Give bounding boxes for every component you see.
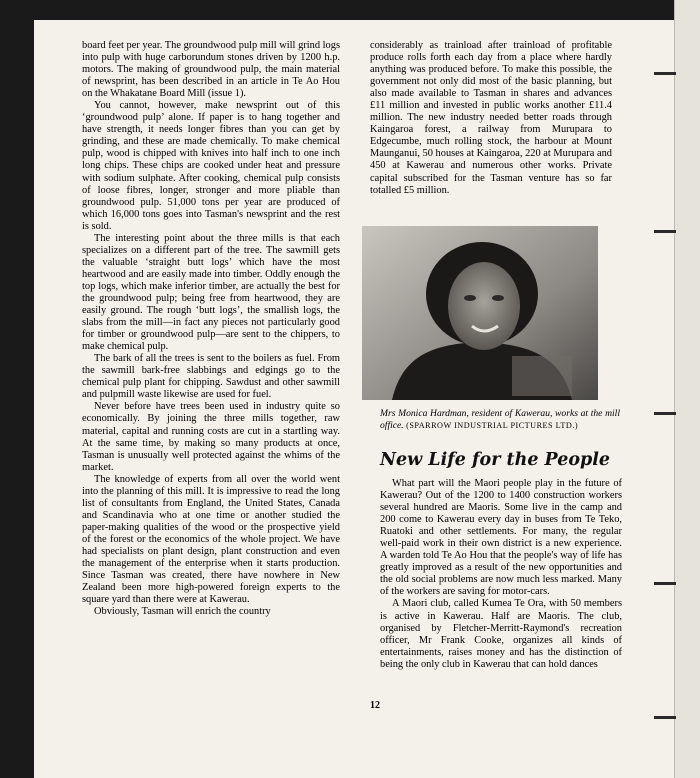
photo-credit: (SPARROW INDUSTRIAL PICTURES LTD.) — [406, 420, 579, 430]
left-column — [82, 40, 340, 618]
photo-caption — [380, 408, 620, 431]
paragraph: The interesting point about the three mills is that each specializes on a different part of the tree. The sawmill gets the valuable ‘straight butt logs’ which have the most heartwood and are easily made into timber. Oddly enough the top logs, which make inferior timber, are actually the best for the groundwood pulp; being free from heartwood, they are easily ground. The rough ‘butt logs’, the smallish logs, the slabs from the mill—in fact any pieces not particularly good for timber or groundwood pulp—are sent to the chippers, to make chemical pulp. — [82, 232, 340, 353]
right-column-bottom — [380, 478, 622, 671]
section-heading: New Life for the People — [380, 450, 611, 470]
paragraph: Obviously, Tasman will enrich the country — [94, 606, 271, 618]
binding-mark — [654, 582, 676, 585]
portrait-photo — [362, 226, 598, 400]
portrait-photo-image — [362, 226, 598, 400]
binding-mark — [654, 716, 676, 719]
page-number: 12 — [370, 700, 380, 711]
page-edge-strip — [674, 0, 700, 778]
paragraph: considerably as trainload after trainload of profitable produce rolls forth each day from a place where hardly anything was produced before. To make this possible, the government not only did most of the basic planning, but also made available to Tasman in shares and advances £11 million and invested in public works another £11.4 million. The new industry needed better roads through Kaingaroa forest, a railway from Murupara to Edgecumbe, much rolling stock, the harbour at Mount Maunganui, 50 houses at Kaingaroa, 220 at Murupara and 450 at Kawerau and numerous other works. Private capital subscribed for the Tasman venture has so far totalled £5 million. — [370, 40, 612, 196]
binding-mark — [654, 72, 676, 75]
paragraph: The knowledge of experts from all over the world went into the planning of this mill. It is impressive to read the long list of consultants from England, the United States, Canada and Scandinavia who at one time or another studied the paper-making qualities of the wood or the prospective yield of the forest or the economics of the whole project. We have had specialists on plant design, plant construction and even the management of the enterprise when it starts production. Since Tasman was created, there have nowhere in New Zealand been more high-powered foreign experts to the square yard than there were at Kawerau. — [82, 473, 340, 606]
binding-mark — [654, 230, 676, 233]
paragraph: What part will the Maori people play in the future of Kawerau? Out of the 1200 to 1400 construction workers several hundred are Maoris. Some live in the camp and 200 come to Kawerau every day in buses from Te Teko, Ruatoki and other settlements. For many, the regular well-paid work in their own district is a new experience. A warden told Te Ao Hou that the people's way of life has greatly improved as a result of the new opportunities and the old social problems are now much less marked. Many of the workers are saving for motor-cars. — [380, 478, 622, 598]
paragraph: You cannot, however, make newsprint out of this ‘groundwood pulp’ alone. If paper is to hang together and have strength, it needs longer fibres than you can get by grinding, and these are made chemically. To make chemical pulp, wood is chipped with knives into half inch to one inch long chips. These chips are cooked under heat and pressure with sodium sulphate. After cooking, chemical pulp consists of loose fibres, longer, stronger and more pliable than groundwood pulp. 51,000 tons per year are produced of which 16,000 tons goes into Tasman's newsprint and the rest is sold. — [82, 100, 340, 232]
paragraph: Never before have trees been used in industry quite so economically. By joining the three mills together, raw material, capital and running costs are cut in a startling way. At the same time, by making so many products at once, Tasman is unusually well protected against the whims of the market. — [82, 401, 340, 473]
caption-text: Mrs Monica Hardman, resident of Kawerau, works at the mill office. — [380, 408, 620, 431]
binding-mark — [654, 412, 676, 415]
paragraph: board feet per year. The groundwood pulp mill will grind logs into pulp with huge carborundum stones driven by 1200 h.p. motors. The making of groundwood pulp, the main material of newsprint, has been described in an article in Te Ao Hou on the Whakatane Board Mill (issue 1). — [82, 40, 340, 100]
paragraph: The bark of all the trees is sent to the boilers as fuel. From the sawmill bark-free slabbings and edgings go to the chemical pulp plant for chipping. Sawdust and other sawmill and pulpmill waste likewise are used for fuel. — [82, 353, 340, 401]
right-column-top — [370, 40, 612, 197]
paragraph: A Maori club, called Kumea Te Ora, with 50 members is active in Kawerau. Half are Maoris. The club, organised by Fletcher-Merritt-Raymond's recreation officer, Mr Frank Cooke, organizes all kinds of entertainments, raises money and has the distinction of being the only club in Kawerau that can hold dances — [380, 598, 622, 670]
